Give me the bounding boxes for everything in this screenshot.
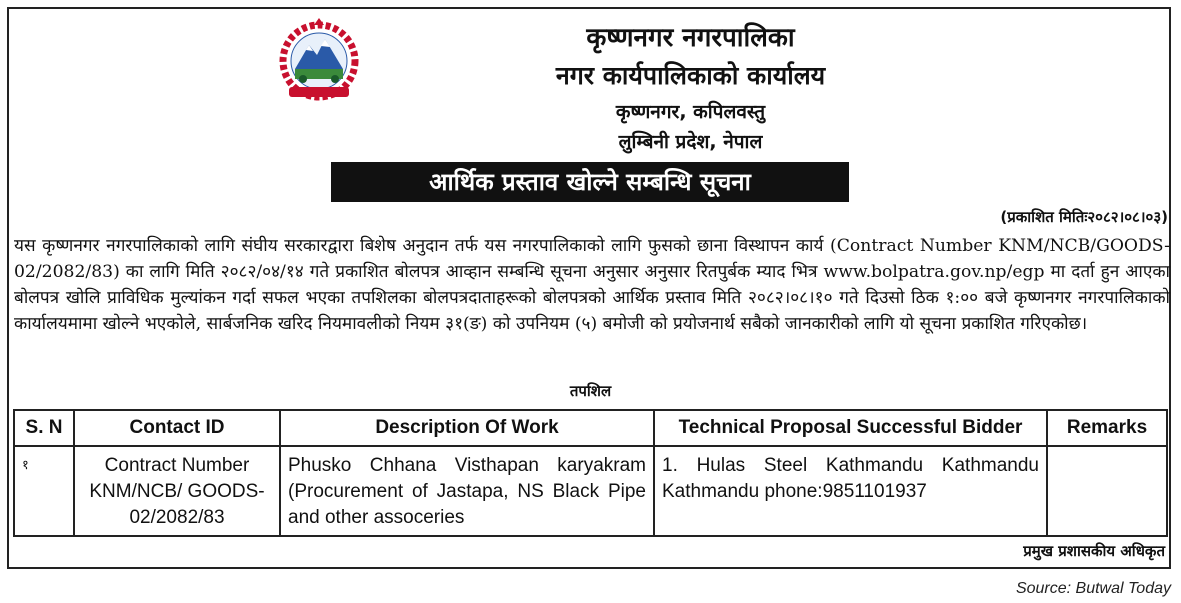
cell-sn: १ xyxy=(14,446,74,536)
notice-body: यस कृष्णनगर नगरपालिकाको लागि संघीय सरकारद्वारा बिशेष अनुदान तर्फ यस नगरपालिकाको लागि फुसको छाना विस्थापन कार्य (Contract Number KNM/NCB/GOODS-02/2082/83) का लागि मिति २०८२/०४/१४ गते प्रकाशित बोलपत्र आव्हान सम्बन्धि सूचना अनुसार अनुसार रितपुर्बक म्याद भित्र www.bolpatra.gov.np/egp मा दर्ता हुन आएका बोलपत्र खोलि प्राविधिक मुल्यांकन गर्दा सफल भएका तपशिलका बोलपत्रदाताहरूको बोलपत्रको आर्थिक प्रस्ताव मिति २०८२।०८।१० गते दिउसो ठिक १:०० बजे कृष्णनगर नगरपालिकाको कार्यालयमामा खोल्ने भएकोले, सार्बजनिक खरिद नियमावलीको नियम ३१(ङ) को उपनियम (५) बमोजी को प्रयोजनार्थ सबैको जानकारीको लागि यो सूचना प्रकाशित गरिएकोछ। xyxy=(14,236,1170,334)
table-header-row xyxy=(14,410,1167,446)
header-contact-id: Contact ID xyxy=(74,410,280,446)
notice-title: आर्थिक प्रस्ताव खोल्ने सम्बन्धि सूचना xyxy=(331,162,849,202)
header-description: Description Of Work xyxy=(280,410,654,446)
office-province: लुम्बिनी प्रदेश, नेपाल xyxy=(618,131,763,153)
cell-remarks xyxy=(1047,446,1167,536)
office-location: कृष्णनगर, कपिलवस्तु xyxy=(615,101,766,123)
office-subtitle: नगर कार्यपालिकाको कार्यालय xyxy=(555,61,826,90)
table-caption: तपशिल xyxy=(569,382,612,400)
cell-bidder: 1. Hulas Steel Kathmandu Kathmandu Kathmandu phone:9851101937 xyxy=(654,446,1047,536)
cell-contact-id: Contract Number KNM/NCB/ GOODS-02/2082/83 xyxy=(74,446,280,536)
source-credit: Source: Butwal Today xyxy=(1015,580,1171,597)
header-remarks: Remarks xyxy=(1047,410,1167,446)
header-sn: S. N xyxy=(14,410,74,446)
cell-description: Phusko Chhana Visthapan karyakram (Procurement of Jastapa, NS Black Pipe and other assoceries xyxy=(280,446,654,536)
table-row xyxy=(14,446,1167,536)
office-name: कृष्णनगर नगरपालिका xyxy=(586,23,795,53)
header-bidder: Technical Proposal Successful Bidder xyxy=(654,410,1047,446)
published-date: (प्रकाशित मितिः२०८२।०८।०३) xyxy=(1000,208,1168,226)
signatory: प्रमुख प्रशासकीय अधिकृत xyxy=(1023,542,1165,560)
bid-table xyxy=(13,409,1168,537)
